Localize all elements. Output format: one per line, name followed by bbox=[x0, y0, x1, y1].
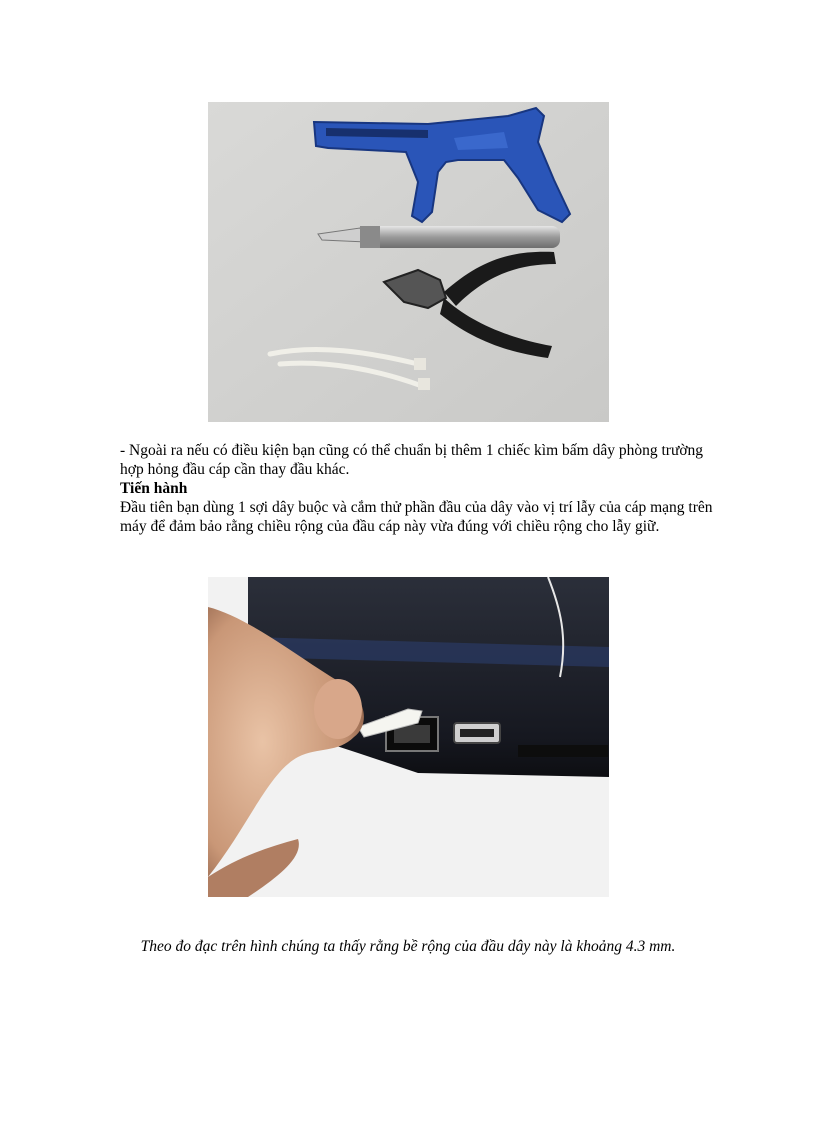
paragraph-2: Đầu tiên bạn dùng 1 sợi dây buộc và cắm thử phần đầu của dây vào vị trí lẫy của cáp mạng trên máy để đảm bảo rằng chiều rộng của đầu cáp này vừa đúng với chiều rộng cho lẫy giữ. bbox=[120, 499, 713, 535]
paragraph-1: - Ngoài ra nếu có điều kiện bạn cũng có thể chuẩn bị thêm 1 chiếc kìm bấm dây phòng trường hợp hỏng đầu cáp cần thay đầu khác. bbox=[120, 442, 704, 478]
section-heading: Tiến hành bbox=[120, 480, 188, 497]
photo-caption: Theo đo đạc trên hình chúng ta thấy rằng bề rộng của đầu dây này là khoảng 4.3 mm. bbox=[140, 938, 676, 955]
usb-port bbox=[454, 723, 500, 743]
tools-photo bbox=[208, 102, 609, 422]
laptop-port-photo bbox=[208, 577, 609, 897]
